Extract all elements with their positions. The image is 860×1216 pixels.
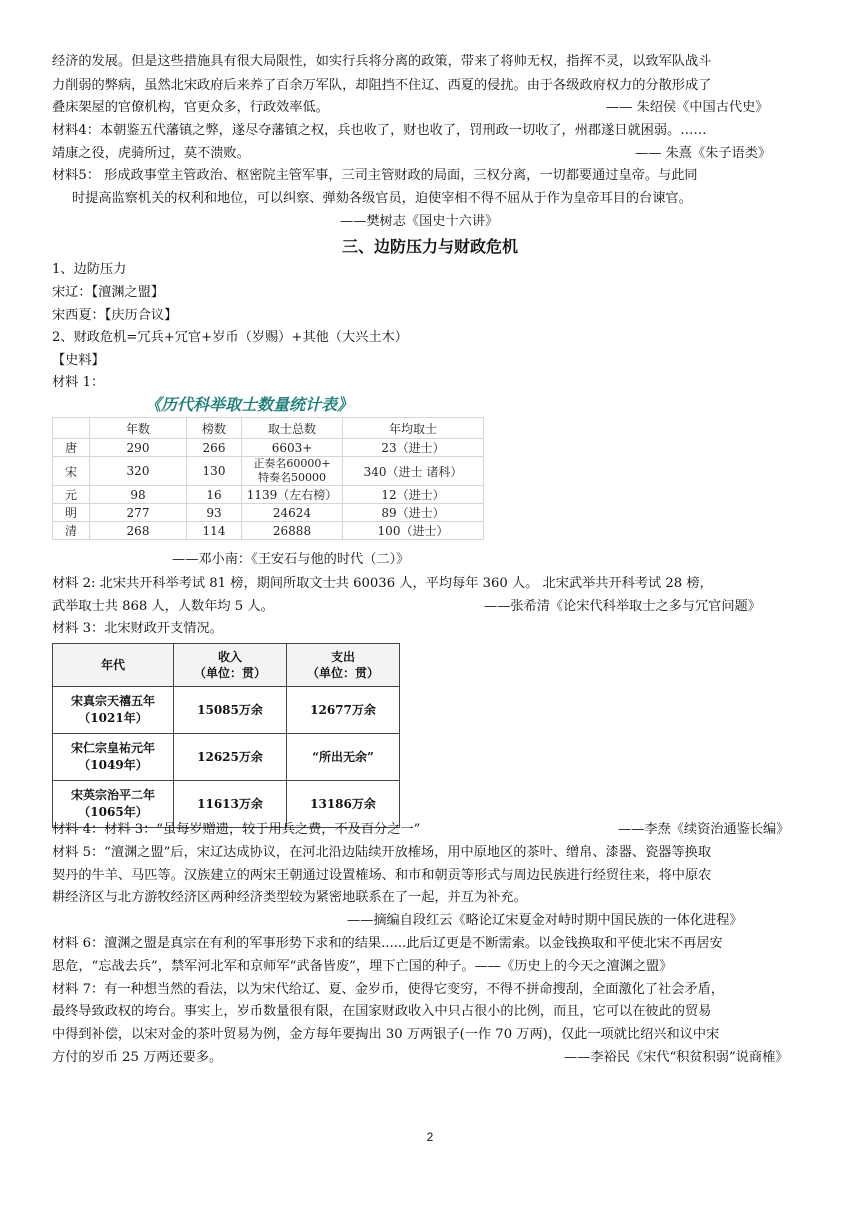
table-row <box>53 522 484 540</box>
outline-item: 宋辽：【澶渊之盟】 <box>52 285 165 300</box>
citation: ——李裕民《宋代“积贫积弱”说商榷》 <box>564 1050 789 1065</box>
table-cell: 12（进士） <box>343 486 484 504</box>
table-cell: 宋真宗天禧五年 （1021年） <box>53 687 174 734</box>
text-line: 材料4：本朝鉴五代藩镇之弊，遂尽夺藩镇之权，兵也收了，财也收了，罚刑政一切收了，州郡遂日就困弱。…… <box>52 123 707 138</box>
citation: —— 朱熹《朱子语类》 <box>635 146 772 161</box>
citation: ——张希清《论宋代科举取士之多与冗官问题》 <box>484 599 761 614</box>
table-row <box>53 486 484 504</box>
table-cell: 唐 <box>53 439 90 457</box>
table-cell: 24624 <box>242 504 343 522</box>
outline-item: 宋西夏：【庆历合议】 <box>52 308 178 323</box>
table-cell: 宋英宗治平二年 （1065年） <box>53 781 174 828</box>
outline-item: 1、边防压力 <box>52 262 127 277</box>
text-line: 最终导致政权的垮台。事实上，岁币数量很有限，在国家财政收入中只占很小的比例，而且，它可以在彼此的贸易 <box>52 1004 712 1019</box>
text-line: 武举取士共 868 人，人数年均 5 人。 <box>52 599 274 614</box>
outline-item: 材料 1： <box>52 375 105 390</box>
table-header-cell: 年代 <box>53 644 174 687</box>
table-cell: 266 <box>187 439 242 457</box>
text-line: 思危，“忘战去兵”，禁军河北军和京师军“武备皆废”，埋下亡国的种子。——《历史上的今天之澶渊之盟》 <box>52 959 673 974</box>
table-header-cell: 榜数 <box>187 418 242 439</box>
table-header-row <box>53 418 484 439</box>
text-line: 耕经济区与北方游牧经济区两种经济类型较为紧密地联系在了一起，并互为补充。 <box>52 890 527 905</box>
text-line: 材料 5：“澶渊之盟”后，宋辽达成协议，在河北沿边陆续开放榷场，用中原地区的茶叶、缯帛、漆器、瓷器等换取 <box>52 845 712 860</box>
table-cell: 130 <box>187 457 242 486</box>
table-header-row <box>53 644 400 687</box>
table-cell: 93 <box>187 504 242 522</box>
table-cell: 114 <box>187 522 242 540</box>
text-line: 材料 4：材料 3：“虽每岁赠遗，较于用兵之费，不及百分之一” <box>52 822 421 837</box>
table-cell: 15085万余 <box>174 687 287 734</box>
table-header-cell: 年数 <box>90 418 187 439</box>
outline-item: 2、财政危机=冗兵+冗官+岁币（岁赐）+其他（大兴土木） <box>52 330 408 345</box>
table-cell: 13186万余 <box>287 781 400 828</box>
outline-item: 【史料】 <box>52 353 105 368</box>
text-line: 材料 6：澶渊之盟是真宗在有利的军事形势下求和的结果......此后辽更是不断需索。以金钱换取和平使北宋不再居安 <box>52 936 723 951</box>
table-cell: 100（进士） <box>343 522 484 540</box>
table-row <box>53 687 400 734</box>
text-line: 契丹的牛羊、马匹等。汉族建立的两宋王朝通过设置榷场、和市和朝贡等形式与周边民族进行经贸往来，将中原农 <box>52 868 712 883</box>
table-row <box>53 439 484 457</box>
table-row <box>53 504 484 522</box>
table-cell: 320 <box>90 457 187 486</box>
text-line: 靖康之役，虎骑所过，莫不溃败。 <box>52 146 250 161</box>
text-line: 时提高监察机关的权利和地位，可以纠察、弹劾各级官员，迫使宰相不得不屈从于作为皇帝耳目的台谏官。 <box>72 191 692 206</box>
table-cell: 16 <box>187 486 242 504</box>
table-cell: 正奏名60000+ 特奏名50000 <box>242 457 343 486</box>
table-cell: 宋仁宗皇祐元年 （1049年） <box>53 734 174 781</box>
text-line: 材料 3：北宋财政开支情况。 <box>52 621 223 636</box>
table-header-cell: 支出 （单位：贯） <box>287 644 400 687</box>
table-cell: 23（进士） <box>343 439 484 457</box>
section-heading: 三、边防压力与财政危机 <box>341 237 518 256</box>
table-cell: 98 <box>90 486 187 504</box>
table-cell: 宋 <box>53 457 90 486</box>
table-cell: 1139（左右榜） <box>242 486 343 504</box>
text-line: 方付的岁币 25 万两还要多。 <box>52 1050 223 1065</box>
text-line: 力削弱的弊病，虽然北宋政府后来养了百余万军队，却阻挡不住辽、西夏的侵扰。由于各级政府权力的分散形成了 <box>52 78 712 93</box>
table-title: 《历代科举取士数量统计表》 <box>145 395 354 414</box>
table-cell: 明 <box>53 504 90 522</box>
text-line: 中得到补偿，以宋对金的茶叶贸易为例，金方每年要掏出 30 万两银子(一作 70 万两)，仅此一项就比绍兴和议中宋 <box>52 1027 720 1042</box>
table-header-cell: 年均取士 <box>343 418 484 439</box>
table-cell: 277 <box>90 504 187 522</box>
text-line: 材料 2: 北宋共开科举考试 81 榜，期间所取文士共 60036 人，平均每年 360 人。 北宋武举共开科考试 28 榜， <box>52 576 713 591</box>
table-cell: 290 <box>90 439 187 457</box>
citation: —— 朱绍侯《中国古代史》 <box>606 100 769 115</box>
table-cell: 12677万余 <box>287 687 400 734</box>
table-cell: 26888 <box>242 522 343 540</box>
table-cell: 268 <box>90 522 187 540</box>
text-line: 经济的发展。但是这些措施具有很大局限性，如实行兵将分离的政策，带来了将帅无权，指挥不灵，以致军队战斗 <box>52 54 712 69</box>
table-cell: 清 <box>53 522 90 540</box>
table-cell: 元 <box>53 486 90 504</box>
table-cell: 6603+ <box>242 439 343 457</box>
table-source: ——邓小南：《王安石与他的时代（二）》 <box>172 552 410 567</box>
table-cell: “所出无余” <box>287 734 400 781</box>
table-cell: 340（进士 诸科） <box>343 457 484 486</box>
text-line: 叠床架屋的官僚机构，官更众多，行政效率低。 <box>52 100 329 115</box>
page-number: 2 <box>426 1130 434 1144</box>
exam-stats-table <box>52 417 484 540</box>
table-header-cell: 取士总数 <box>242 418 343 439</box>
table-row <box>53 734 400 781</box>
table-header-cell <box>53 418 90 439</box>
citation: ——摘编自段红云《略论辽宋夏金对峙时期中国民族的一体化进程》 <box>347 913 743 928</box>
table-row <box>53 457 484 486</box>
citation: ——樊树志《国史十六讲》 <box>340 214 499 229</box>
table-cell: 12625万余 <box>174 734 287 781</box>
finance-table <box>52 643 400 828</box>
table-cell: 89（进士） <box>343 504 484 522</box>
text-line: 材料5： 形成政事堂主管政治、枢密院主管军事，三司主管财政的局面，三权分离，一切都要通过皇帝。与此同 <box>52 168 698 183</box>
table-header-cell: 收入 （单位：贯） <box>174 644 287 687</box>
text-line: 材料 7：有一种想当然的看法，以为宋代给辽、夏、金岁币，使得它变穷，不得不拼命搜刮，全面激化了社会矛盾， <box>52 982 724 997</box>
citation: ——李焘《续资治通鉴长编》 <box>618 822 790 837</box>
table-cell: 11613万余 <box>174 781 287 828</box>
